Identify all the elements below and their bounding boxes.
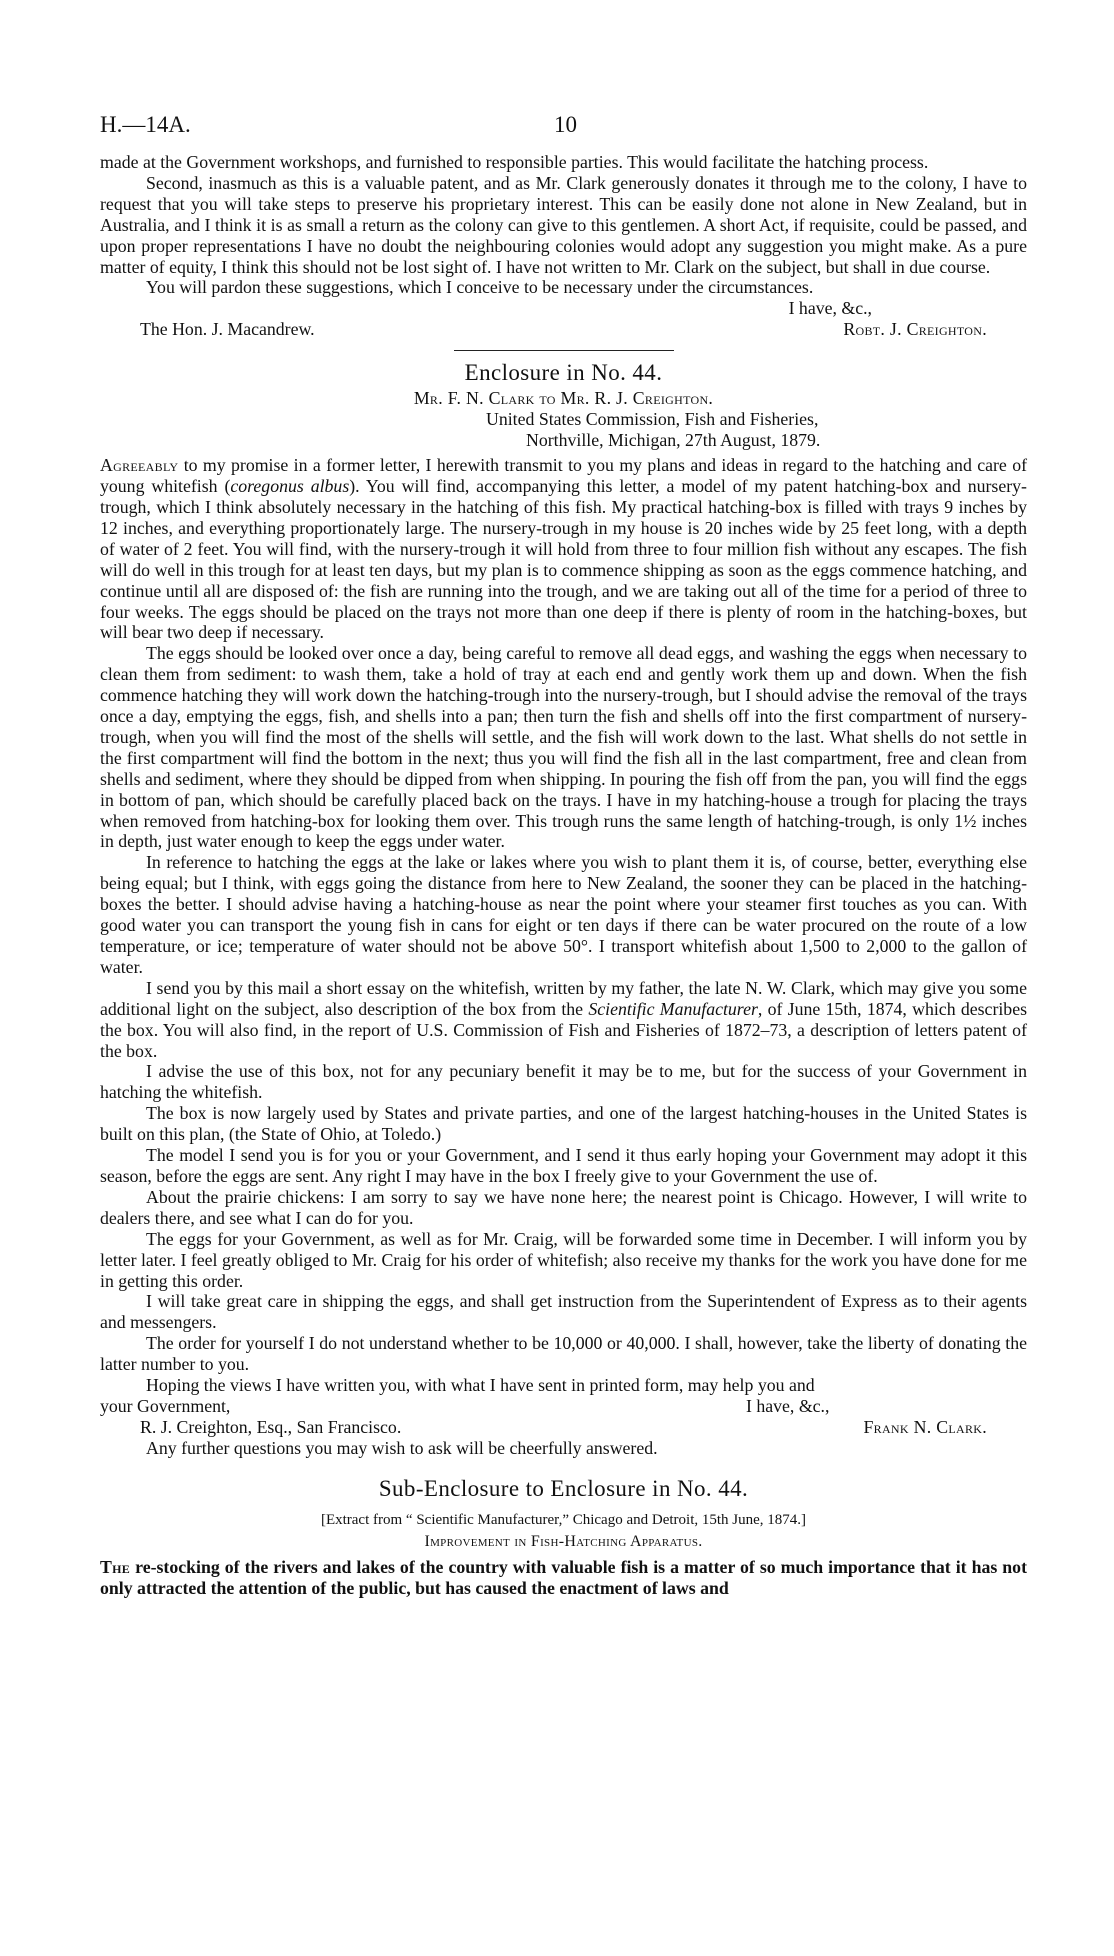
- paragraph-text: re-stocking of the rivers and lakes of the country with valuable fish is a matter of so much importance that it has not only attracted the attention of the public, but has caused the enactment of laws and: [100, 1556, 1027, 1598]
- paragraph-text: ). You will find, accompanying this letter, a model of my patent hatching-box and nursery-trough, which I think absolutely necessary in the hatching of this fish. My practical hatching-box is filled with trays 9 inches by 12 inches, and everything proportionately large. The nursery-trough in my house is 20 inches wide by 25 feet long, with a depth of water of 2 feet. You will find, with the nursery-trough it will hold from three to four million fish without any escapes. The fish will do well in this trough for at least ten days, but my plan is to commence shipping as soon as the eggs commence hatching, and continue until all are disposed of: the fish are running into the trough, and we are taking out all of the time for a period of three to four weeks. The eggs should be placed on the trays not more than one deep if there is plenty of room in the hatching-boxes, but will bear two deep if necessary.: [100, 476, 1027, 643]
- paragraph: I advise the use of this box, not for any pecuniary benefit it may be to me, but for the success of your Government in hatching the whitefish.: [100, 1061, 1027, 1103]
- signature-row: [100, 1417, 1027, 1438]
- address-date-line: Northville, Michigan, 27th August, 1879.: [526, 430, 821, 451]
- paragraph-text: , of June 15th, 1874, which describes the box. You will also find, in the report of U.S. Commission of Fish and Fisheries of 1872–73, a description of letters patent of the box.: [100, 998, 1028, 1061]
- sub-enclosure-text: [100, 1557, 1027, 1599]
- postscript: Any further questions you may wish to ask will be cheerfully answered.: [146, 1437, 658, 1458]
- opening-word: Agreeably: [100, 455, 179, 476]
- opening-word: The: [100, 1556, 131, 1577]
- paragraph: The order for yourself I do not understand whether to be 10,000 or 40,000. I shall, however, take the liberty of donating the latter number to you.: [100, 1333, 1027, 1375]
- paragraph: I will take great care in shipping the eggs, and shall get instruction from the Superintendent of Express as to their agents and messengers.: [100, 1291, 1027, 1333]
- paragraph-text: I send you by this mail a short essay on the whitefish, written by my father, the late N. W. Clark, which may give you some additional light on the subject, also description of the box from the: [100, 977, 1027, 1019]
- enclosure-title: Enclosure in No. 44.: [464, 360, 663, 386]
- species-name: coregonus albus: [230, 476, 350, 497]
- paragraph: The eggs should be looked over once a day, being careful to remove all dead eggs, and washing the eggs when necessary to clean them from sediment: to wash them, take a hold of tray at each end and gently work them up and down. When the fish commence hatching they will work down the hatching-trough into the nursery-trough, but I should advise the removal of the trays once a day, emptying the eggs, fish, and shells into a pan; then turn the fish and shells off into the first compartment of nursery-trough, when you will find the most of the shells will settle, and the fish will work down to the last. What shells do not settle in the first compartment will find the bottom in the next; thus you will find the fish all in the last compartment, free and clean from shells and sediment, where they should be dipped from when shipping. In pouring the fish off from the pan, you will find the eggs in bottom of pan, which should be carefully placed back on the trays. I have in my hatching-house a trough for placing the trays when removed from hatching-box for looking them over. This trough runs the same length of hatching-trough, is only 1½ inches in depth, just water enough to keep the eggs under water.: [100, 643, 1027, 852]
- paragraph: The eggs for your Government, as well as for Mr. Craig, will be forwarded some time in December. I will inform you by letter later. I feel greatly obliged to Mr. Craig for his order of whitefish; also receive my thanks for the work you have done for me in getting this order.: [100, 1228, 1027, 1291]
- closing-row: [100, 298, 1027, 319]
- paragraph: Second, inasmuch as this is a valuable patent, and as Mr. Clark generously donates it through me to the colony, I have to request that you will take steps to preserve his proprietary interest. This can be easily done not alone in New Zealand, but in Australia, and I think it is as small a return as the colony can give to this gentlemen. A short Act, if requisite, could be passed, and upon proper representations I have no doubt the neighbouring colonies would adopt any suggestion you might make. As a pure matter of equity, I think this should not be lost sight of. I have not written to Mr. Clark on the subject, but shall in due course.: [100, 172, 1027, 277]
- document-reference: H.—14A.: [100, 112, 191, 137]
- closing: I have, &c.,: [746, 1395, 830, 1416]
- paragraph: [100, 1557, 1027, 1599]
- page-number: 10: [554, 112, 577, 137]
- page-header: [100, 112, 1027, 148]
- divider: [454, 350, 674, 351]
- paragraph: In reference to hatching the eggs at the lake or lakes where you wish to plant them it is, of course, better, everything else being equal; but I think, with eggs going the distance from here to New Zealand, the sooner they can be placed in the hatching-boxes the better. I should advise having a hatching-house as near the point where your steamer first touches as you can. With good water you can transport the young fish in cans for eight or ten days if there can be water procured on the route of a low temperature, or ice; temperature of water should not be above 50°. I transport whitefish about 1,500 to 2,000 to the gallon of water.: [100, 852, 1027, 977]
- section-title: Improvement in Fish-Hatching Apparatus.: [424, 1532, 703, 1550]
- letter-continuation: [100, 152, 1027, 340]
- enclosure-letter: [100, 455, 1027, 1459]
- signature: Robt. J. Creighton.: [843, 319, 987, 340]
- sub-enclosure-title: Sub-Enclosure to Enclosure in No. 44.: [378, 1475, 749, 1501]
- address-line: United States Commission, Fish and Fisheries,: [486, 409, 819, 430]
- addressee: The Hon. J. Macandrew.: [140, 319, 315, 340]
- signature: Frank N. Clark.: [863, 1416, 987, 1437]
- enclosure-from-to: Mr. F. N. Clark to Mr. R. J. Creighton.: [413, 388, 714, 409]
- paragraph: [100, 978, 1027, 1062]
- closing: I have, &c.,: [788, 298, 872, 319]
- paragraph: Hoping the views I have written you, with what I have sent in printed form, may help you and: [146, 1375, 815, 1396]
- closing-row: [100, 1396, 1027, 1417]
- paragraph: About the prairie chickens: I am sorry to say we have none here; the nearest point is Chicago. However, I will write to dealers there, and see what I can do for you.: [100, 1186, 1027, 1228]
- paragraph: You will pardon these suggestions, which I conceive to be necessary under the circumstances.: [146, 277, 814, 298]
- journal-name: Scientific Manufacturer: [588, 998, 758, 1019]
- paragraph: made at the Government workshops, and furnished to responsible parties. This would facilitate the hatching process.: [100, 152, 929, 172]
- extract-line: [Extract from “ Scientific Manufacturer,” Chicago and Detroit, 15th June, 1874.]: [320, 1511, 807, 1528]
- paragraph-text: to my promise in a former letter, I herewith transmit to you my plans and ideas in regard to the hatching and care of young whitefish (: [100, 455, 1027, 497]
- paragraph: The model I send you is for you or your Government, and I send it thus early hoping your Government may adopt it this season, before the eggs are sent. Any right I may have in the box I freely give to your Government the use of.: [100, 1145, 1027, 1186]
- signature-row: [100, 319, 1027, 340]
- addressee: R. J. Creighton, Esq., San Francisco.: [140, 1416, 402, 1437]
- paragraph: The box is now largely used by States and private parties, and one of the largest hatching-houses in the United States is built on this plan, (the State of Ohio, at Toledo.): [100, 1103, 1027, 1145]
- paragraph-text: your Government,: [100, 1395, 231, 1416]
- paragraph: [100, 455, 1027, 643]
